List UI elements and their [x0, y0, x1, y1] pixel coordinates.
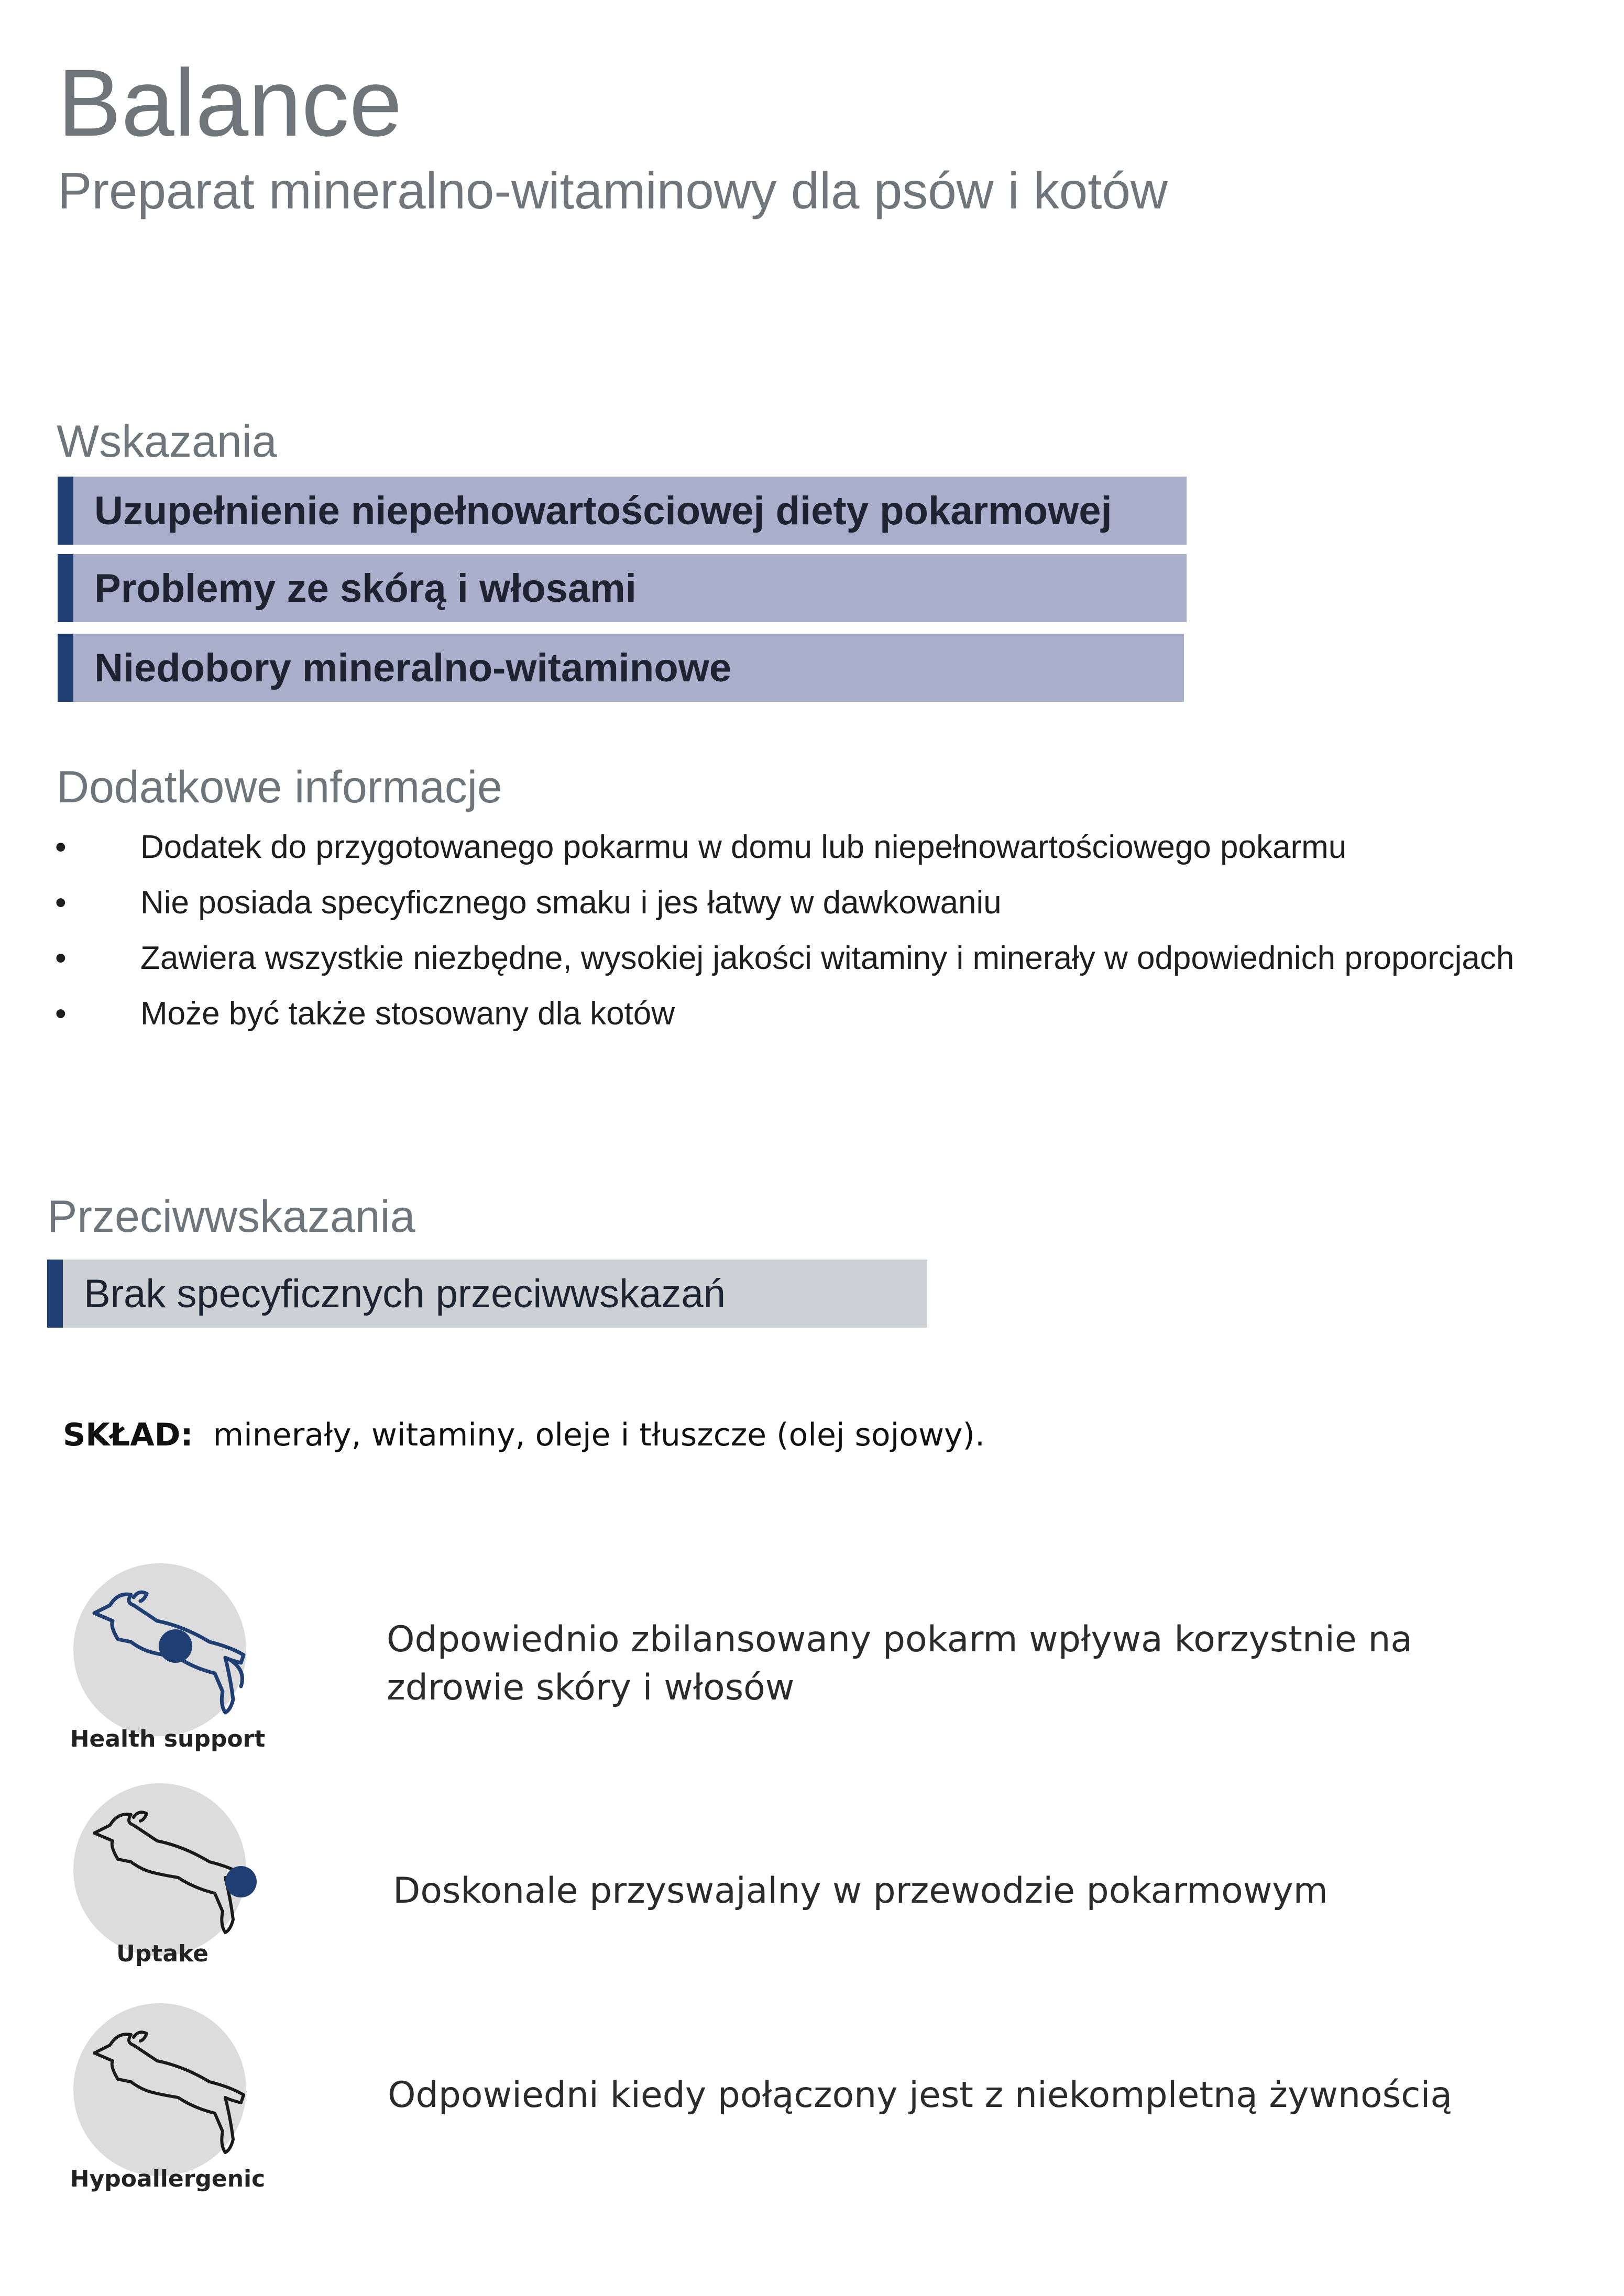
list-item	[55, 875, 1564, 931]
feature-icon-label: Uptake	[116, 1940, 209, 1967]
bullet-icon: •	[55, 885, 67, 921]
feature-text: Odpowiedni kiedy połączony jest z niekompletną żywnością	[388, 2074, 1453, 2116]
feature-icon-label: Health support	[70, 1726, 266, 1752]
indication-label: Uzupełnienie niepełnowartościowej diety pokarmowej	[94, 488, 1112, 533]
feature-text: Odpowiednio zbilansowany pokarm wpływa korzystnie na zdrowie skóry i włosów	[387, 1619, 1413, 1708]
feature-icon-label: Hypoallergenic	[70, 2166, 266, 2192]
contraindications-heading: Przeciwwskazania	[47, 1191, 415, 1242]
list-item	[55, 931, 1564, 986]
feature-text: Doskonale przyswajalny w przewodzie pokarmowym	[393, 1870, 1328, 1912]
additional-info-list	[55, 820, 1564, 1042]
indication-bar	[58, 634, 1184, 702]
indication-label: Problemy ze skórą i włosami	[94, 566, 637, 611]
indication-bar	[58, 554, 1187, 622]
bullet-icon: •	[55, 996, 67, 1032]
composition-text: minerały, witaminy, oleje i tłuszcze (olej sojowy).	[213, 1417, 985, 1453]
composition-label: SKŁAD:	[63, 1417, 193, 1453]
composition-line	[63, 1417, 985, 1453]
list-item-text: Nie posiada specyficznego smaku i jes łatwy w dawkowaniu	[140, 885, 1002, 921]
product-title: Balance	[58, 49, 402, 156]
feature-icon-wrap	[73, 1563, 246, 1736]
contraindication-bar	[47, 1260, 927, 1328]
list-item-text: Zawiera wszystkie niezbędne, wysokiej jakości witaminy i minerały w odpowiednich proporcjach	[140, 940, 1515, 976]
feature-icon-wrap	[73, 2003, 246, 2176]
list-item-text: Może być także stosowany dla kotów	[140, 996, 675, 1032]
bullet-icon: •	[55, 940, 67, 976]
bullet-icon: •	[55, 829, 67, 865]
additional-info-heading: Dodatkowe informacje	[57, 762, 502, 812]
contraindication-label: Brak specyficznych przeciwwskazań	[84, 1271, 726, 1316]
list-item	[55, 820, 1564, 875]
dog-health-support-icon	[73, 1563, 272, 1752]
list-item-text: Dodatek do przygotowanego pokarmu w domu lub niepełnowartościowego pokarmu	[140, 829, 1347, 865]
product-subtitle: Preparat mineralno-witaminowy dla psów i kotów	[58, 162, 1168, 219]
dog-hypoallergenic-icon	[73, 2003, 272, 2192]
feature-icon-wrap	[73, 1783, 246, 1956]
indications-heading: Wskazania	[57, 416, 277, 467]
indication-label: Niedobory mineralno-witaminowe	[94, 645, 732, 690]
indication-bar	[58, 477, 1187, 545]
list-item	[55, 986, 1564, 1042]
